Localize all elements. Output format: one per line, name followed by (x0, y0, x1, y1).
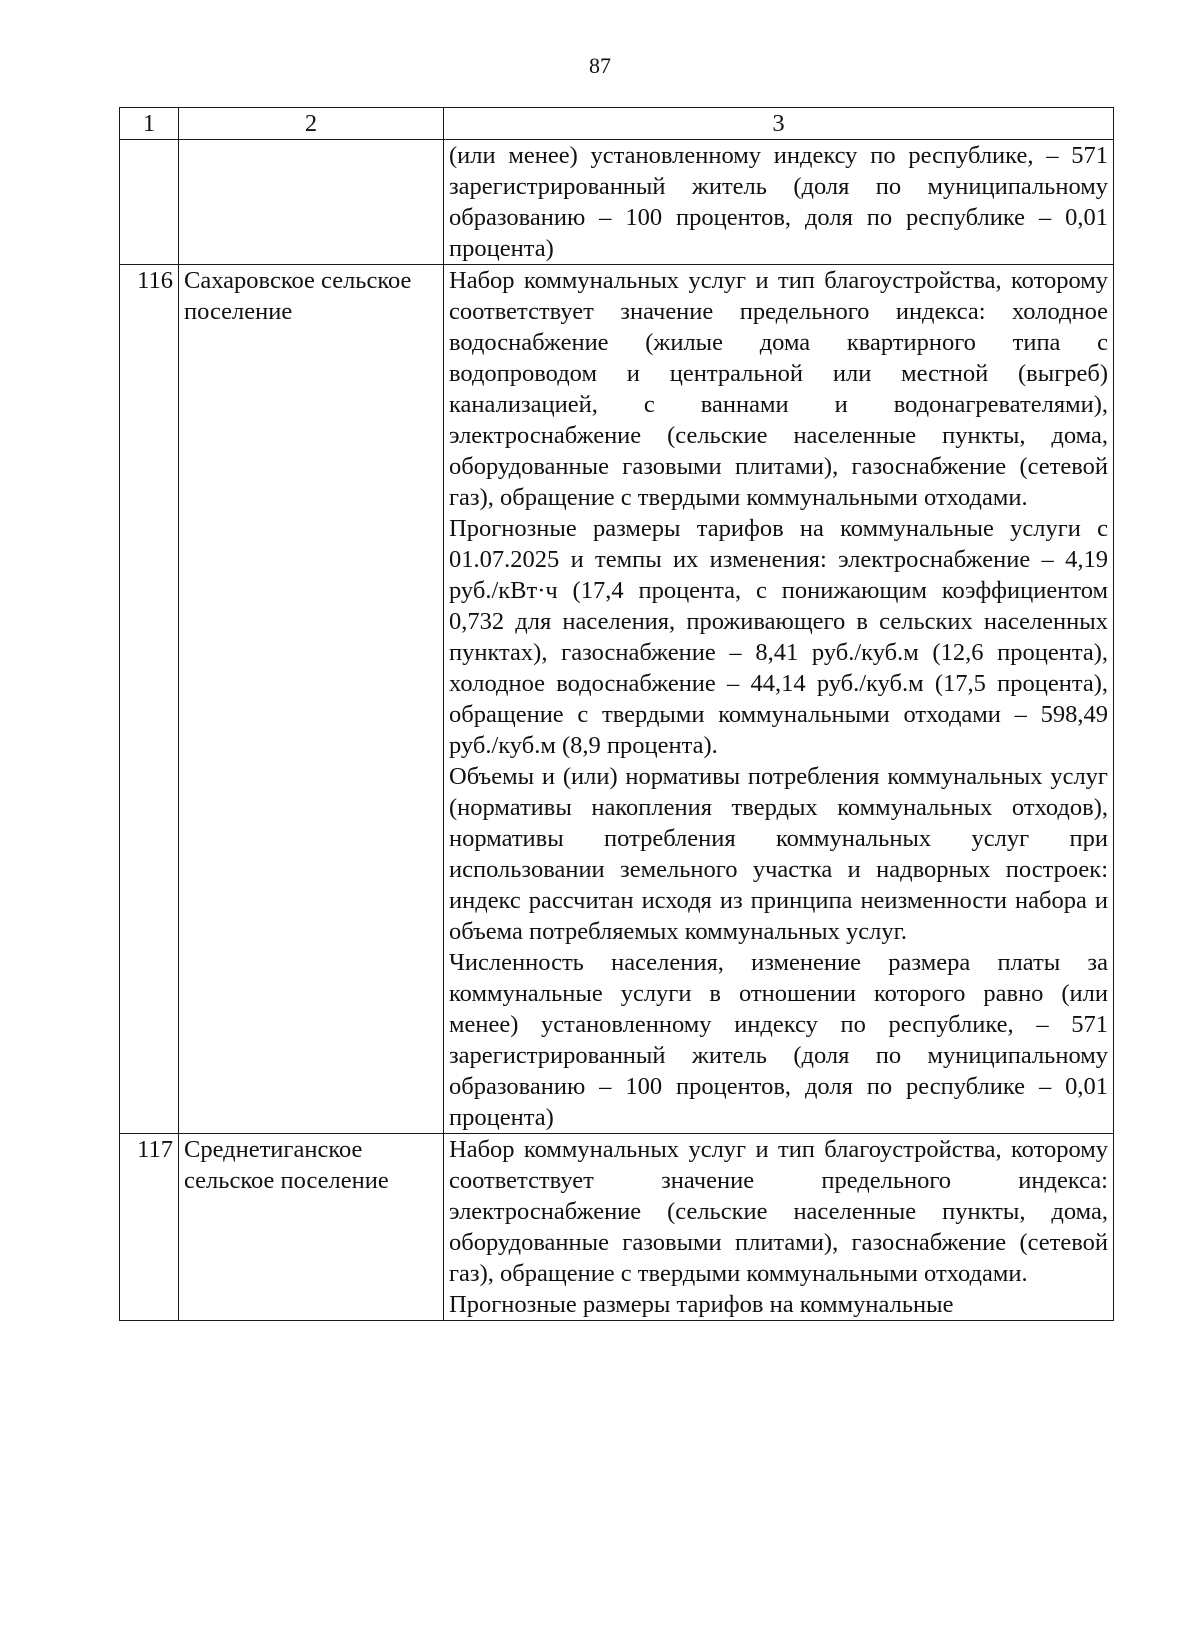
table-row-117 (120, 1134, 1114, 1321)
page-number: 87 (589, 53, 611, 78)
row-name (179, 140, 444, 265)
description-paragraph: Прогнозные размеры тарифов на коммунальные услуги с 01.07.2025 и темпы их изменения: электроснабжение – 4,19 руб./кВт·ч (17,4 процента, с понижающим коэффициентом 0,732 для населения, проживающего в сельских населенных пунктах), газоснабжение – 8,41 руб./куб.м (12,6 процента), холодное водоснабжение – 44,14 руб./куб.м (17,5 процента), обращение с твердыми коммунальными отходами – 598,49 руб./куб.м (8,9 процента). (449, 515, 1108, 759)
description-paragraph: Прогнозные размеры тарифов на коммунальные (449, 1291, 954, 1318)
row-name: Сахаровское сельское поселение (179, 265, 444, 1134)
description-paragraph: (или менее) установленному индексу по республике, – 571 зарегистрированный житель (доля по муниципальному образованию – 100 процентов, доля по республике – 0,01 процента) (449, 142, 1108, 262)
row-description (444, 140, 1114, 265)
row-number (120, 140, 179, 265)
row-number: 117 (120, 1134, 179, 1321)
column-header-description: 3 (444, 108, 1114, 140)
row-description (444, 1134, 1114, 1321)
table-row-116 (120, 265, 1114, 1134)
row-name: Среднетиганское сельское поселение (179, 1134, 444, 1321)
description-paragraph: Численность населения, изменение размера платы за коммунальные услуги в отношении которого равно (или менее) установленному индексу по республике, – 571 зарегистрированный житель (доля по муниципальному образованию – 100 процентов, доля по республике – 0,01 процента) (449, 949, 1108, 1131)
table-row-continuation (120, 140, 1114, 265)
column-header-name: 2 (179, 108, 444, 140)
tariff-table (119, 107, 1114, 1321)
description-paragraph: Объемы и (или) нормативы потребления коммунальных услуг (нормативы накопления твердых коммунальных отходов), нормативы потребления коммунальных услуг при использовании земельного участка и надворных построек: индекс рассчитан исходя из принципа неизменности набора и объема потребляемых коммунальных услуг. (449, 763, 1108, 945)
column-header-number: 1 (120, 108, 179, 140)
description-paragraph: Набор коммунальных услуг и тип благоустройства, которому соответствует значение предельного индекса: холодное водоснабжение (жилые дома квартирного типа с водопроводом и центральной или местной (выгреб) канализацией, с ваннами и водонагревателями), электроснабжение (сельские населенные пункты, дома, оборудованные газовыми плитами), газоснабжение (сетевой газ), обращение с твердыми коммунальными отходами. (449, 267, 1108, 511)
table-header-row (120, 108, 1114, 140)
description-paragraph: Набор коммунальных услуг и тип благоустройства, которому соответствует значение предельного индекса: электроснабжение (сельские населенные пункты, дома, оборудованные газовыми плитами), газоснабжение (сетевой газ), обращение с твердыми коммунальными отходами. (449, 1136, 1108, 1287)
row-number: 116 (120, 265, 179, 1134)
row-description (444, 265, 1114, 1134)
